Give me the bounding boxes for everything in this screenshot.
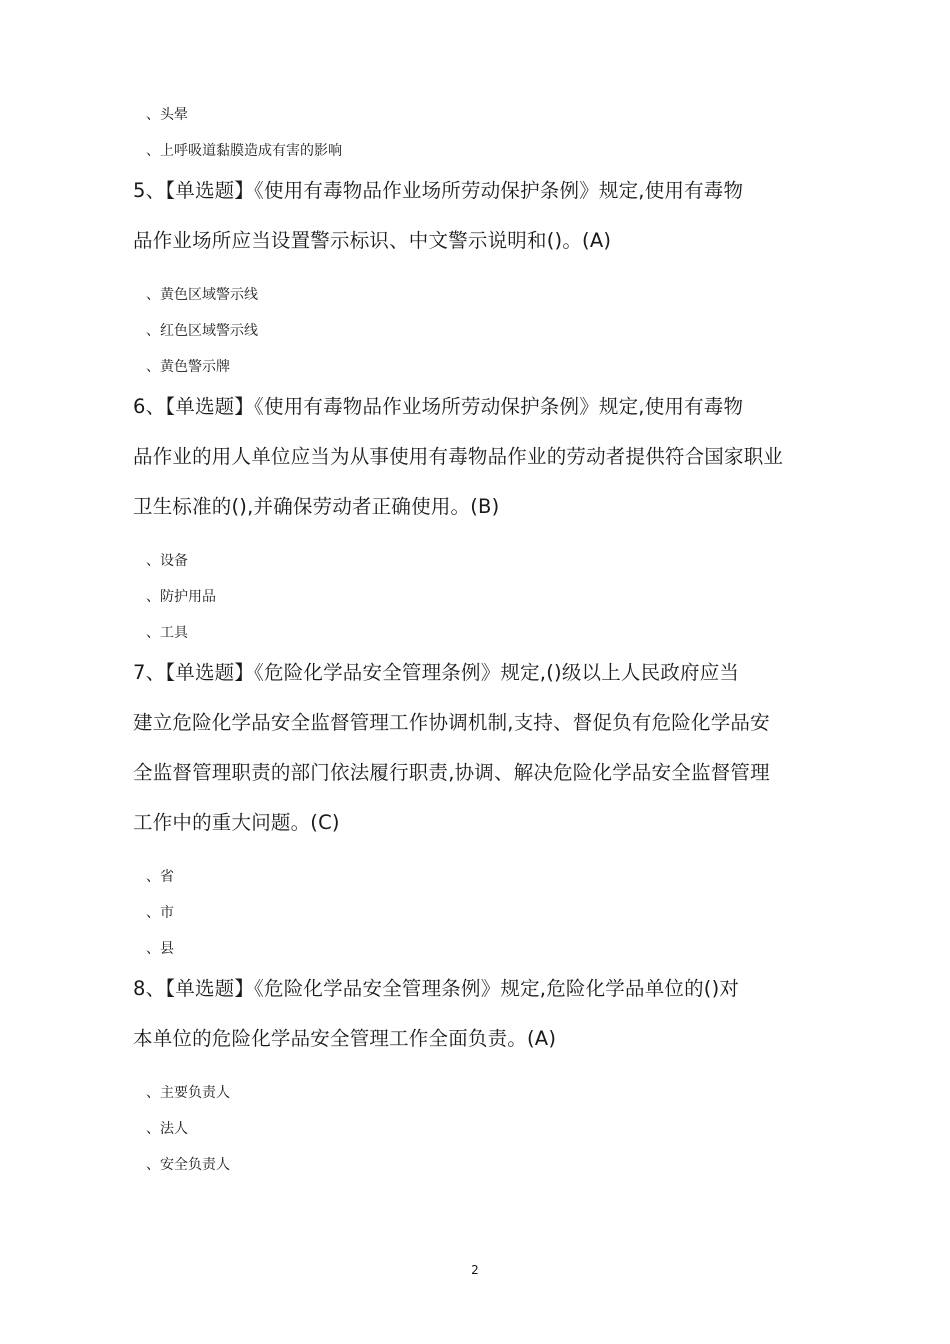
question-5-line-1: 5、【单选题】《使用有毒物品作业场所劳动保护条例》规定,使用有毒物 xyxy=(133,179,744,202)
option-line: 、头晕 xyxy=(146,107,188,123)
question-6-line-1: 6、【单选题】《使用有毒物品作业场所劳动保护条例》规定,使用有毒物 xyxy=(133,395,744,418)
page-number: 2 xyxy=(471,1263,479,1277)
question-7-option-a: 、省 xyxy=(146,869,174,885)
question-7-line-3: 全监督管理职责的部门依法履行职责,协调、解决危险化学品安全监督管理 xyxy=(133,761,770,784)
question-7-line-4: 工作中的重大问题。(C) xyxy=(133,811,340,834)
question-6-option-c: 、工具 xyxy=(146,625,188,641)
question-5-option-a: 、黄色区域警示线 xyxy=(146,287,258,303)
question-8-line-1: 8、【单选题】《危险化学品安全管理条例》规定,危险化学品单位的()对 xyxy=(133,977,740,1000)
question-8-option-c: 、安全负责人 xyxy=(146,1157,230,1173)
question-6-line-3: 卫生标准的(),并确保劳动者正确使用。(B) xyxy=(133,495,500,518)
question-5-line-2: 品作业场所应当设置警示标识、中文警示说明和()。(A) xyxy=(133,229,612,252)
question-8-option-a: 、主要负责人 xyxy=(146,1085,230,1101)
question-8-option-b: 、法人 xyxy=(146,1121,188,1137)
question-7-option-b: 、市 xyxy=(146,905,174,921)
question-7-option-c: 、县 xyxy=(146,941,174,957)
question-7-line-2: 建立危险化学品安全监督管理工作协调机制,支持、督促负有危险化学品安 xyxy=(133,711,770,734)
question-7-line-1: 7、【单选题】《危险化学品安全管理条例》规定,()级以上人民政府应当 xyxy=(133,661,740,684)
question-5-option-b: 、红色区域警示线 xyxy=(146,323,258,339)
question-6-option-a: 、设备 xyxy=(146,553,188,569)
option-line: 、上呼吸道黏膜造成有害的影响 xyxy=(146,143,342,159)
question-6-line-2: 品作业的用人单位应当为从事使用有毒物品作业的劳动者提供符合国家职业 xyxy=(133,445,784,468)
question-8-line-2: 本单位的危险化学品安全管理工作全面负责。(A) xyxy=(133,1027,557,1050)
question-6-option-b: 、防护用品 xyxy=(146,589,216,605)
question-5-option-c: 、黄色警示牌 xyxy=(146,359,230,375)
